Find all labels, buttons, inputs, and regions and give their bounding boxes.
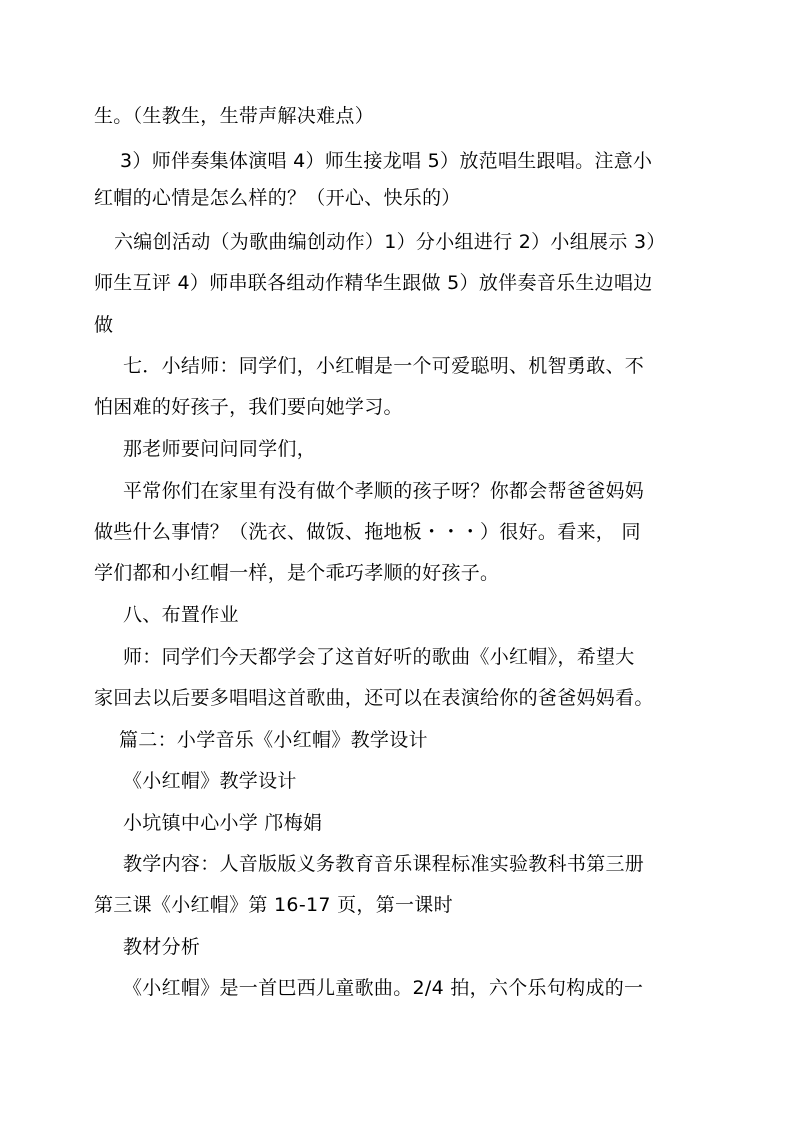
text-line-19: 教学内容：人音版版义务教育音乐课程标准实验教科书第三册 <box>123 853 645 875</box>
text-line-14: 师：同学们今天都学会了这首好听的歌曲《小红帽》，希望大 <box>123 646 635 668</box>
text-line-6: 做 <box>94 314 114 336</box>
text-line-20: 第三课《小红帽》第 16-17 页，第一课时 <box>94 894 453 916</box>
text-line-3: 红帽的心情是怎么样的？（开心、快乐的） <box>94 187 461 209</box>
text-line-11: 做些什么事情？（洗衣、做饭、拖地板・・・）很好。看来， 同 <box>94 521 641 543</box>
text-line-4: 六编创活动（为歌曲编创动作）1）分小组进行 2）小组展示 3） <box>114 231 666 253</box>
text-line-5: 师生互评 4）师串联各组动作精华生跟做 5）放伴奏音乐生边唱边 <box>94 272 653 294</box>
text-line-15: 家回去以后要多唱唱这首歌曲，还可以在表演给你的爸爸妈妈看。 <box>94 687 654 709</box>
text-line-16: 篇二：小学音乐《小红帽》教学设计 <box>119 729 428 751</box>
text-line-1: 生。（生教生，生带声解决难点） <box>94 105 375 127</box>
text-line-13: 八、布置作业 <box>123 604 239 626</box>
text-line-21: 教材分析 <box>123 936 201 958</box>
text-line-10: 平常你们在家里有没有做个孝顺的孩子呀？你都会帮爸爸妈妈 <box>123 480 645 502</box>
text-line-18: 小坑镇中心小学 邝梅娟 <box>123 812 323 834</box>
text-line-8: 怕困难的好孩子，我们要向她学习。 <box>94 396 403 418</box>
text-line-22: 《小红帽》是一首巴西儿童歌曲。2/4 拍，六个乐句构成的一 <box>123 977 644 999</box>
text-line-7: 七．小结师：同学们，小红帽是一个可爱聪明、机智勇敢、不 <box>123 355 645 377</box>
text-line-17: 《小红帽》教学设计 <box>123 770 297 792</box>
text-line-12: 学们都和小红帽一样，是个乖巧孝顺的好孩子。 <box>94 562 500 584</box>
text-line-2: 3）师伴奏集体演唱 4）师生接龙唱 5）放范唱生跟唱。注意小 <box>120 150 653 172</box>
text-line-9: 那老师要问问同学们， <box>123 438 317 460</box>
